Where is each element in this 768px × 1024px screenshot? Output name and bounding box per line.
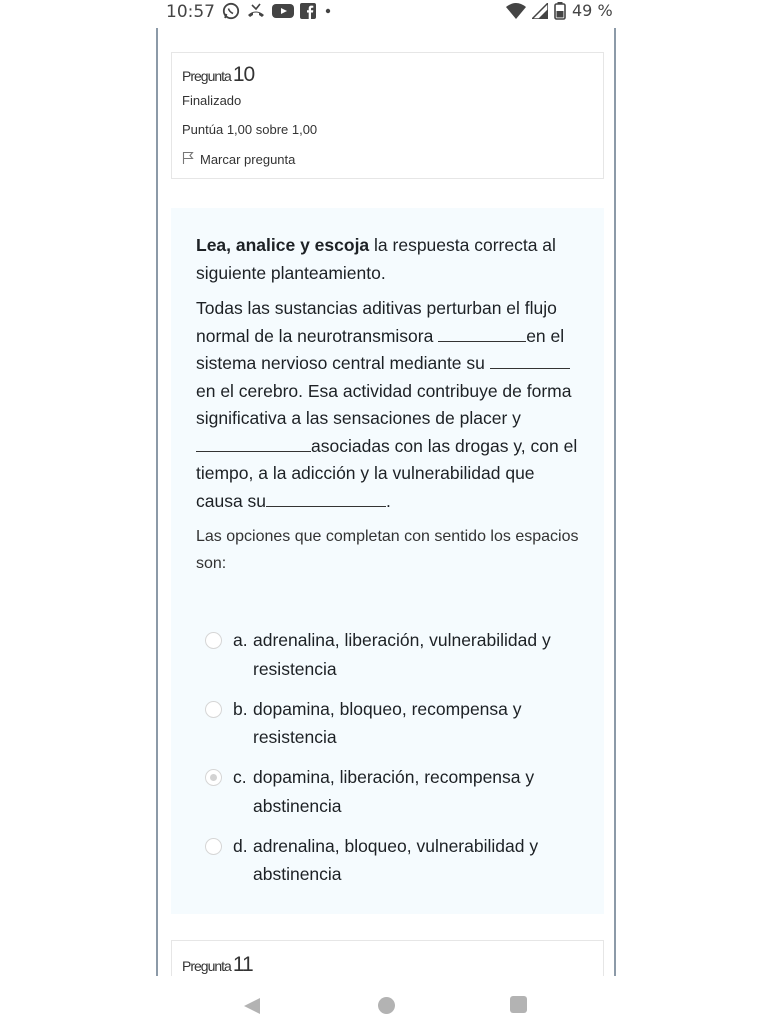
youtube-icon: [272, 2, 294, 20]
system-icons: [506, 1, 613, 20]
radio-button[interactable]: [205, 838, 222, 855]
answer-option-d[interactable]: [205, 832, 575, 901]
blank-3: [196, 438, 311, 452]
question-grade: Puntúa 1,00 sobre 1,00: [182, 122, 318, 137]
answer-letter: b.: [233, 698, 248, 719]
flag-question-button[interactable]: [182, 151, 295, 167]
answer-text: dopamina, bloqueo, recompensa y resistencia: [253, 698, 522, 747]
home-icon[interactable]: [378, 997, 395, 1014]
question-label: Pregunta: [182, 68, 231, 84]
statement-part-3: en el cerebro. Esa actividad contribuye de forma significativa a las sensaciones de placer y: [196, 380, 572, 428]
notification-icons: [222, 2, 334, 20]
answer-text: adrenalina, bloqueo, vulnerabilidad y abstinencia: [253, 835, 539, 884]
question-title: [182, 63, 254, 87]
statement-part-4: asociadas con las drogas y, con el tiempo, a la adicción y la vulnerabilidad que causa su: [196, 435, 578, 511]
statement-part-1: Todas las sustancias aditivas perturban el flujo normal de la neurotransmisora: [196, 298, 557, 346]
answer-letter: c.: [233, 767, 247, 787]
quiz-review-page: [156, 28, 616, 976]
question-statement: [196, 295, 581, 515]
question-number: 10: [232, 63, 255, 86]
dot-icon: [322, 2, 334, 20]
battery-percent: 49 %: [572, 1, 613, 20]
radio-button[interactable]: [205, 632, 222, 649]
answer-option-a[interactable]: [205, 626, 575, 695]
question-info-card: [171, 52, 604, 179]
flag-icon: [182, 151, 194, 167]
facebook-icon: [300, 2, 316, 20]
whatsapp-icon: [222, 2, 240, 20]
blank-2: [490, 355, 570, 369]
question-formulation: [171, 208, 604, 914]
next-question-number: 11: [232, 953, 253, 976]
status-time: 10:57: [166, 2, 215, 22]
statement-part-2: en el sistema nervioso central mediante su: [196, 325, 565, 373]
answer-options: [205, 626, 575, 900]
question-intro-bold: Lea, analice y escoja: [196, 235, 370, 255]
statement-part-5: .: [386, 490, 391, 511]
wifi-icon: [506, 2, 526, 20]
signal-icon: [532, 2, 548, 20]
next-question-card: [171, 940, 604, 976]
next-question-title: [182, 953, 253, 976]
back-icon[interactable]: [243, 997, 261, 1020]
question-prompt: Las opciones que completan con sentido los espacios son:: [196, 528, 579, 572]
flag-question-label: Marcar pregunta: [200, 151, 296, 167]
answer-text: dopamina, liberación, recompensa y abstinencia: [253, 767, 535, 816]
blank-1: [438, 328, 526, 342]
battery-icon: [554, 2, 566, 20]
blank-4: [266, 493, 386, 507]
status-bar: [0, 0, 768, 26]
missed-call-icon: [246, 2, 266, 20]
next-question-label: Pregunta: [182, 958, 231, 974]
question-intro-rest: la respuesta correcta al siguiente planteamiento.: [196, 235, 556, 283]
answer-text: adrenalina, liberación, vulnerabilidad y resistencia: [253, 630, 551, 679]
radio-button-checked[interactable]: [205, 769, 222, 786]
answer-option-c[interactable]: [205, 763, 575, 832]
answer-option-b[interactable]: [205, 695, 575, 764]
recents-icon[interactable]: [510, 996, 527, 1013]
question-text: [196, 232, 581, 577]
answer-letter: a.: [233, 630, 248, 650]
question-intro: [196, 232, 581, 287]
radio-button[interactable]: [205, 701, 222, 718]
navigation-bar: [0, 980, 768, 1024]
answer-letter: d.: [233, 835, 248, 856]
question-state: Finalizado: [182, 93, 242, 108]
